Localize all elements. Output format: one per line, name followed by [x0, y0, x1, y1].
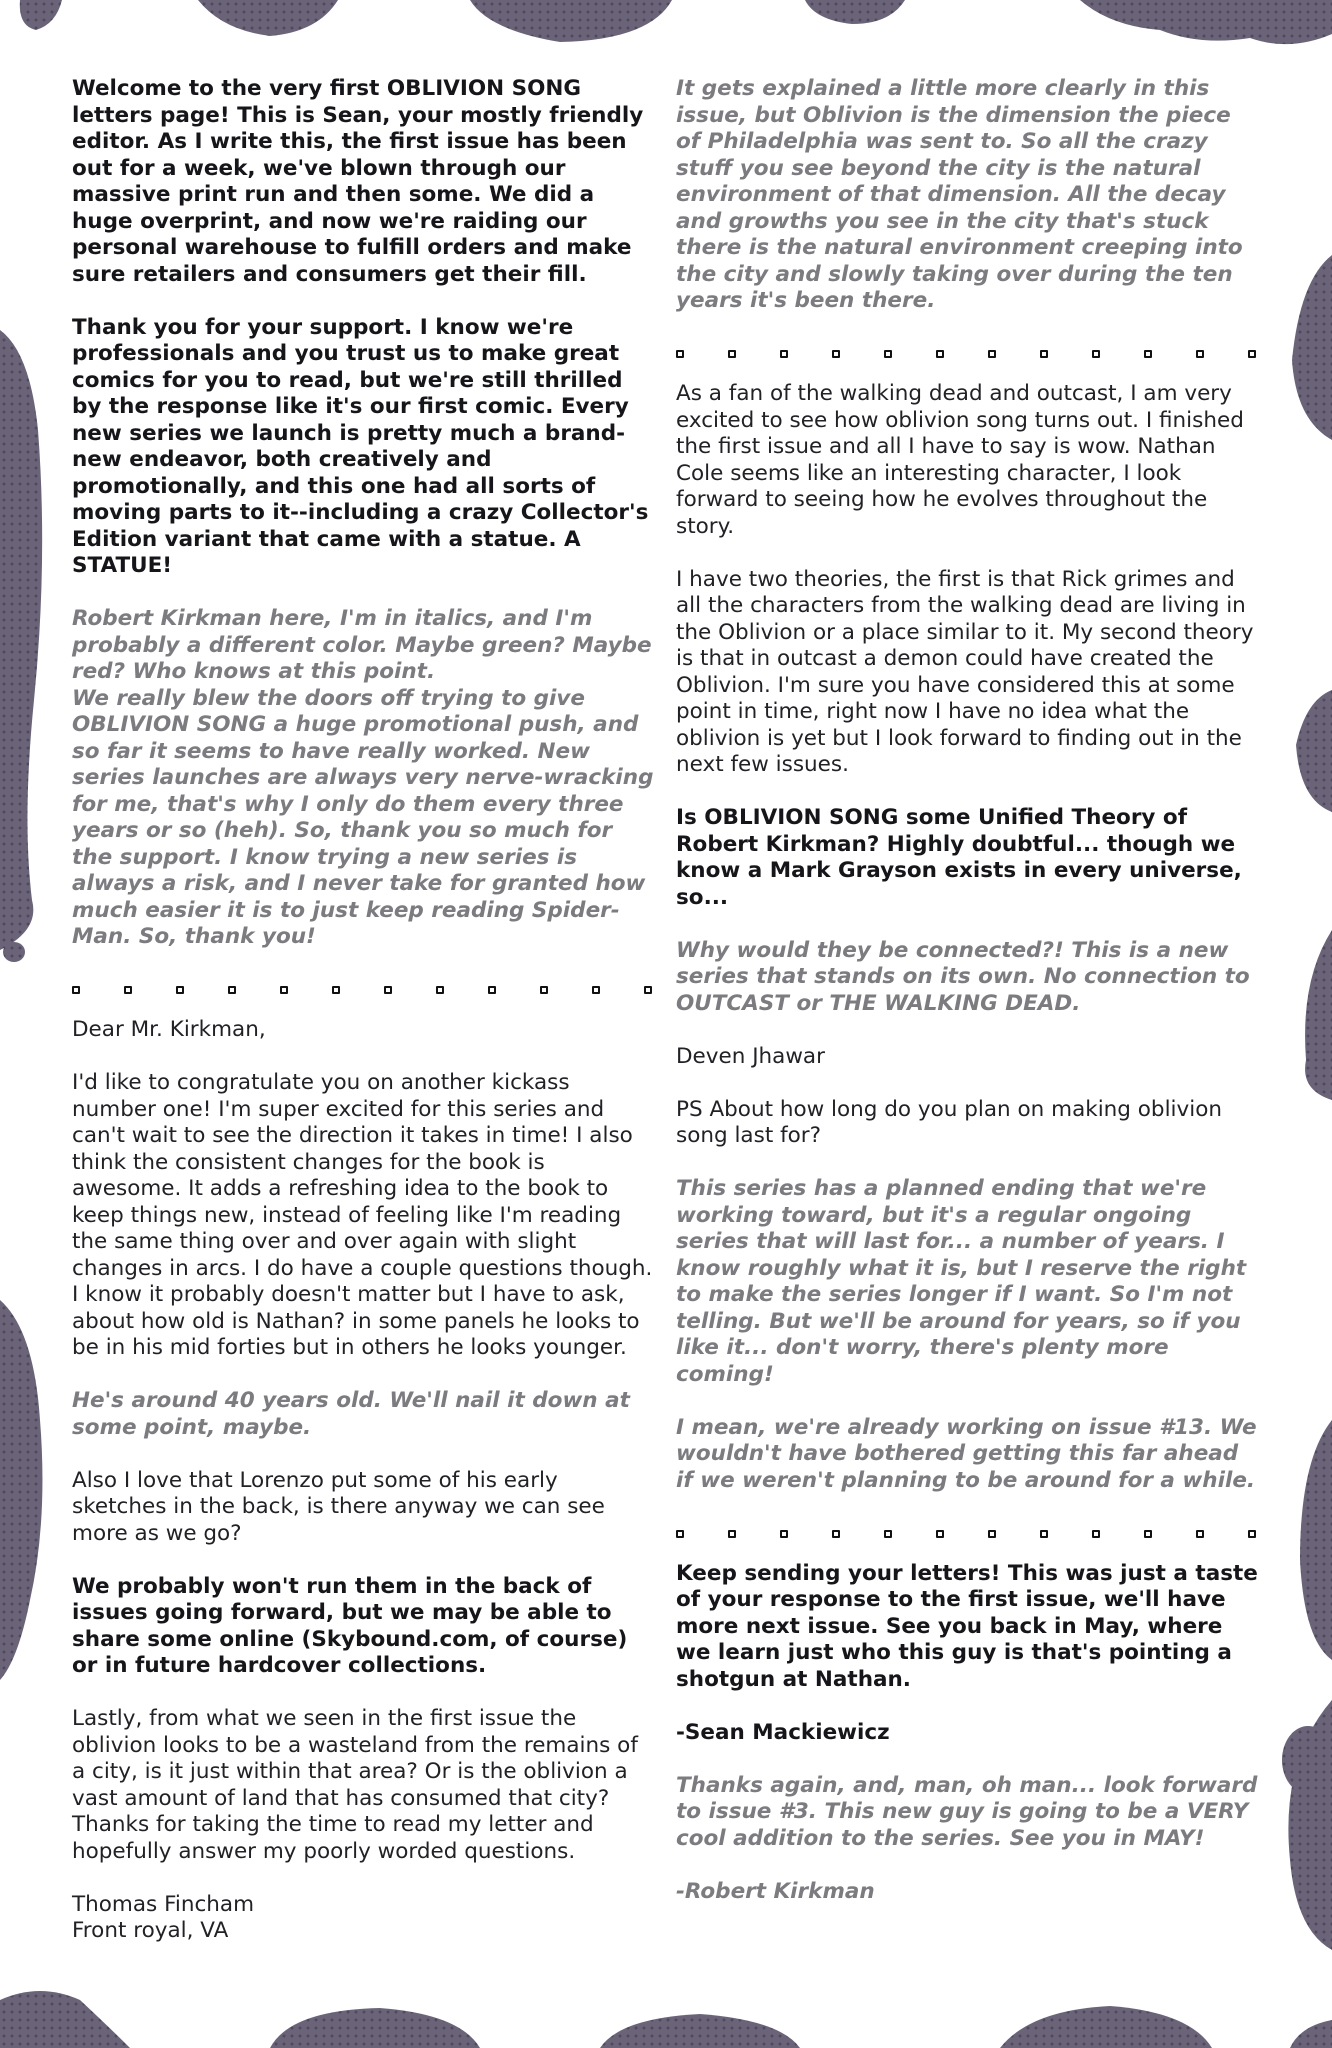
blob-bottom-3	[1000, 2006, 1212, 2048]
letter-paragraph: I have two theories, the first is that Rick grimes and all the characters from the walking dead are living in the Oblivion or a place similar to it. My second theory is that in outcast a demon could have created the Oblivion. I'm sure you have considered this at some point in time, right now I have no idea what the oblivion is yet but I look forward to finding out in the next few issues.	[676, 566, 1254, 777]
blob-bottom-1	[270, 2008, 480, 2048]
editor-answer-unified: Is OBLIVION SONG some Unified Theory of Robert Kirkman? Highly doubtful... though we know a Mark Grayson exists in every universe, so...	[676, 805, 1242, 910]
left-column	[72, 76, 654, 1945]
section-divider	[676, 1521, 1258, 1547]
blob-left-1	[0, 330, 42, 950]
letter-paragraph: Also I love that Lorenzo put some of his early sketches in the back, is there anyway we can see more as we go?	[72, 1467, 605, 1546]
blob-bottom-2	[600, 2014, 800, 2048]
blob-bottom-right	[1290, 2020, 1332, 2048]
letter-postscript: PS About how long do you plan on making oblivion song last for?	[676, 1096, 1223, 1148]
blob-top-1	[198, 0, 338, 36]
blob-left-dot	[3, 942, 25, 962]
letter-signature-name: Deven Jhawar	[676, 1043, 825, 1069]
section-divider	[72, 977, 654, 1003]
kirkman-answer-issue13: I mean, we're already working on issue #13. We wouldn't have bothered getting this far ahead if we weren't planning to be around for a while.	[676, 1414, 1257, 1493]
blob-right-6	[1282, 1726, 1332, 1794]
editor-intro: Welcome to the very first OBLIVION SONG letters page! This is Sean, your mostly friendly editor. As I write this, the first issue has been out for a week, we've blown through our massive print run and then some. We did a huge overprint, and now we're raiding our personal warehouse to fulfill orders and make sure retailers and consumers get their fill.	[72, 76, 644, 287]
kirkman-answer-oblivion: It gets explained a little more clearly in this issue, but Oblivion is the dimension the piece of Philadelphia was sent to. So all the crazy stuff you see beyond the city is the natural environment of that dimension. All the decay and growths you see in the city that's stuck there is the natural environment creeping into the city and slowly taking over during the ten years it's been there.	[676, 76, 1243, 313]
letter-paragraph: Lastly, from what we seen in the first issue the oblivion looks to be a wasteland from the remains of a city, is it just within that area? Or is the oblivion a vast amount of land that has consumed that city? Thanks for taking the time to read my letter and hopefully answer my poorly worded questions.	[72, 1706, 638, 1864]
blob-top-3	[805, 0, 905, 24]
blob-left-2	[0, 1300, 42, 1680]
kirkman-answer-ending: This series has a planned ending that we're working toward, but it's a regular ongoing series that will last for... a number of years. I know roughly what it is, but I reserve the right to make the series longer if I want. So I'm not telling. But we'll be around for years, so if you like it... don't worry, there's plenty more coming!	[676, 1176, 1247, 1387]
letter-signature-name: Thomas Fincham	[72, 1891, 255, 1917]
letter-signature-place: Front royal, VA	[72, 1918, 229, 1943]
editor-closing: Keep sending your letters! This was just a taste of your response to the first issue, we'll have more next issue. See you back in May, where we learn just who this guy is that's pointing a shotgun at Nathan.	[676, 1560, 1258, 1692]
editor-thanks: Thank you for your support. I know we're professionals and you trust us to make great comics for you to read, but we're still thrilled by the response like it's our first comic. Every new series we launch is pretty much a brand-new endeavor, both creatively and promotionally, and this one had all sorts of moving parts to it--including a crazy Collector's Edition variant that came with a statue. A STATUE!	[72, 314, 649, 578]
blob-right-4	[1300, 1420, 1332, 1660]
editor-signature: -Sean Mackiewicz	[676, 1719, 890, 1745]
section-divider	[676, 341, 1258, 367]
kirkman-answer-connected: Why would they be connected?! This is a new series that stands on its own. No connection to OUTCAST or THE WALKING DEAD.	[676, 937, 1250, 1016]
kirkman-promo: We really blew the doors off trying to give OBLIVION SONG a huge promotional push, and so far it seems to have really worked. New series launches are always very nerve-wracking for me, that's why I only do them every three years or so (heh). So, thank you so much for the support. I know trying a new series is always a risk, and I never take for granted how much easier it is to just keep reading Spider-Man. So, thank you!	[72, 685, 654, 949]
letter-greeting: Dear Mr. Kirkman,	[72, 1017, 266, 1042]
editor-answer-sketches: We probably won't run them in the back of issues going forward, but we may be able to share some online (Skybound.com, of course) or in future hardcover collections.	[72, 1573, 628, 1678]
kirkman-answer-age: He's around 40 years old. We'll nail it down at some point, maybe.	[72, 1388, 630, 1440]
blob-top-right	[1080, 0, 1332, 44]
blob-right-3	[1305, 930, 1332, 1100]
blob-top-left	[20, 0, 62, 30]
blob-top-2	[470, 0, 672, 42]
kirkman-intro: Robert Kirkman here, I'm in italics, and I'm probably a different color. Maybe green? Maybe red? Who knows at this point.	[72, 606, 652, 684]
blob-right-1	[1292, 255, 1332, 440]
kirkman-closing: Thanks again, and, man, oh man... look forward to issue #3. This new guy is going to be a VERY cool addition to the series. See you in MAY!	[676, 1772, 1258, 1851]
right-column	[676, 76, 1258, 1905]
blob-bottom-left	[0, 1991, 130, 2048]
letter-paragraph: As a fan of the walking dead and outcast, I am very excited to see how oblivion song turns out. I finished the first issue and all I have to say is wow. Nathan Cole seems like an interesting character, I look forward to seeing how he evolves throughout the story.	[676, 381, 1244, 539]
blob-right-2	[1296, 690, 1332, 812]
letter-paragraph: I'd like to congratulate you on another kickass number one! I'm super excited for this series and can't wait to see the direction it takes in time! I also think the consistent changes for the book is awesome. It adds a refreshing idea to the book to keep things new, instead of feeling like I'm reading the same thing over and over again with slight changes in arcs. I do have a couple questions though. I know it probably doesn't matter but I have to ask, about how old is Nathan? in some panels he looks to be in his mid forties but in others he looks younger.	[72, 1070, 653, 1360]
kirkman-signature: -Robert Kirkman	[676, 1878, 875, 1904]
